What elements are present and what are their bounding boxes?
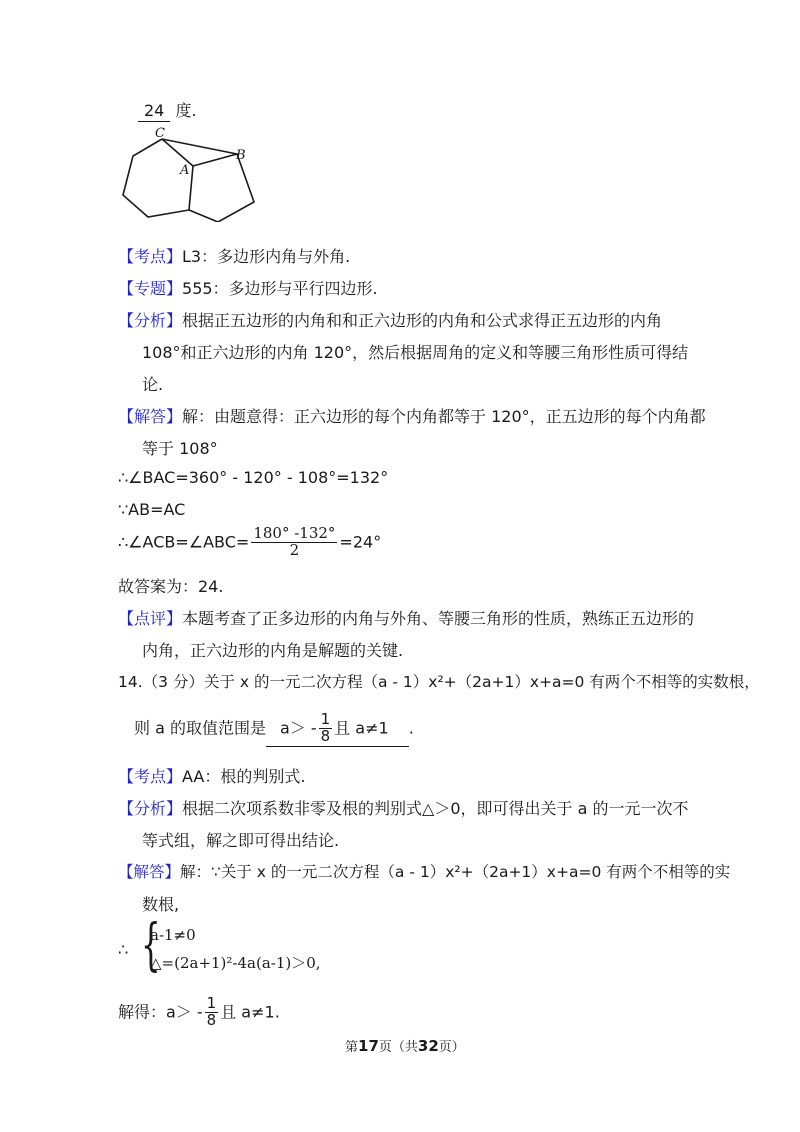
dianping-text-1: 本题考查了正多边形的内角与外角、等腰三角形的性质，熟练正五边形的	[182, 609, 695, 628]
q14-stem-2-pre: 则 a 的取值范围是	[134, 718, 266, 738]
step-acb-post: =24°	[339, 532, 382, 552]
q14-fenxi-line-1	[118, 796, 688, 819]
step-acb	[118, 526, 381, 559]
fenxi-text-1: 根据正五边形的内角和和正六边形的内角和公式求得正五边形的内角	[182, 311, 663, 330]
q14-kaodian-tag: 【考点】	[118, 767, 183, 786]
solution-pre: 解得：a＞ -	[118, 1002, 203, 1022]
step-acb-numerator: 180° -132°	[253, 524, 336, 542]
dianping-tag: 【点评】	[118, 609, 183, 628]
solution-line	[118, 996, 280, 1029]
q14-jieda-line-1	[118, 860, 730, 882]
q14-answer-numerator: 1	[320, 710, 331, 728]
jieda-line-2: 等于 108°	[142, 439, 218, 458]
q14-stem-1: 14.（3 分）关于 x 的一元二次方程（a - 1）x²+（2a+1）x+a=0 有两个不相等的实数根，	[118, 673, 760, 691]
kaodian-tag: 【考点】	[118, 247, 183, 266]
q14-answer-denominator: 8	[320, 726, 331, 745]
q14-answer-post: 且 a≠1	[334, 718, 389, 738]
step-acb-denominator: 2	[289, 540, 300, 559]
fenxi-line-3: 论.	[142, 375, 164, 394]
fenxi-line-1	[118, 308, 662, 331]
system-line-2-text: △=(2a+1)²-4a(a-1)＞0	[150, 954, 316, 972]
step-acb-fraction	[251, 526, 337, 559]
answer-unit: 度.	[175, 101, 197, 120]
answer-blank: 24	[138, 101, 170, 122]
q14-kaodian-text: AA：根的判别式.	[182, 767, 306, 786]
page-total: 32	[417, 1037, 439, 1055]
q14-stem-2	[134, 712, 414, 747]
solution-fraction	[205, 996, 219, 1029]
system-line-2	[150, 952, 321, 973]
system-therefore: ∴	[118, 940, 129, 959]
label-a: A	[180, 163, 190, 178]
previous-answer-line	[138, 98, 197, 121]
q14-fenxi-tag: 【分析】	[118, 799, 183, 818]
answer-line: 故答案为：24.	[118, 577, 224, 596]
solution-numerator: 1	[206, 994, 217, 1012]
solution-post: 且 a≠1.	[220, 1002, 280, 1022]
fenxi-tag: 【分析】	[118, 311, 183, 330]
polygon-figure	[115, 122, 265, 222]
dianping-line-1	[118, 606, 694, 629]
jieda-text-1: 解：由题意得：正六边形的每个内角都等于 120°，正五边形的每个内角都	[182, 407, 706, 426]
q14-kaodian-line	[118, 764, 305, 787]
q14-jieda-tag: 【解答】	[118, 863, 181, 881]
footer-suffix: 页）	[438, 1040, 465, 1055]
q14-answer-blank	[266, 712, 409, 747]
footer-middle: 页（共	[378, 1040, 418, 1055]
q14-fenxi-line-2: 等式组，解之即可得出结论.	[142, 831, 340, 850]
zhuanti-line	[118, 276, 378, 299]
step-bac: ∴∠BAC=360° - 120° - 108°=132°	[118, 468, 389, 487]
q14-fenxi-text-1: 根据二次项系数非零及根的判别式△＞0，即可得出关于 a 的一元一次不	[182, 799, 689, 818]
kaodian-text: L3：多边形内角与外角.	[182, 247, 351, 266]
q14-answer-fraction	[319, 712, 333, 745]
q14-jieda-text-1: 解：∵关于 x 的一元二次方程（a - 1）x²+（2a+1）x+a=0 有两个不相等的实	[180, 863, 731, 881]
kaodian-line	[118, 244, 350, 267]
jieda-tag: 【解答】	[118, 407, 183, 426]
page-footer	[345, 1036, 465, 1055]
q14-jieda-line-2: 数根,	[142, 895, 180, 914]
solution-denominator: 8	[206, 1010, 217, 1029]
dianping-line-2: 内角，正六边形的内角是解题的关键.	[142, 641, 404, 660]
figure-lines	[123, 139, 254, 222]
page-number: 17	[358, 1037, 379, 1055]
zhuanti-tag: 【专题】	[118, 279, 183, 298]
system-brace: {	[141, 913, 161, 978]
label-c: C	[155, 126, 165, 141]
step-ab-ac: ∵AB=AC	[118, 500, 186, 519]
q14-stem-2-post: .	[408, 718, 414, 738]
fenxi-line-2: 108°和正六边形的内角 120°，然后根据周角的定义和等腰三角形性质可得结	[142, 343, 689, 362]
footer-prefix: 第	[345, 1040, 359, 1055]
jieda-line-1	[118, 404, 706, 427]
label-b: B	[236, 148, 246, 163]
q14-answer-pre: a＞ -	[279, 718, 317, 738]
zhuanti-text: 555：多边形与平行四边形.	[182, 279, 378, 298]
system-comma: ,	[315, 954, 321, 972]
step-acb-pre: ∴∠ACB=∠ABC=	[118, 532, 250, 552]
system-line-1: a-1≠0	[150, 926, 196, 944]
